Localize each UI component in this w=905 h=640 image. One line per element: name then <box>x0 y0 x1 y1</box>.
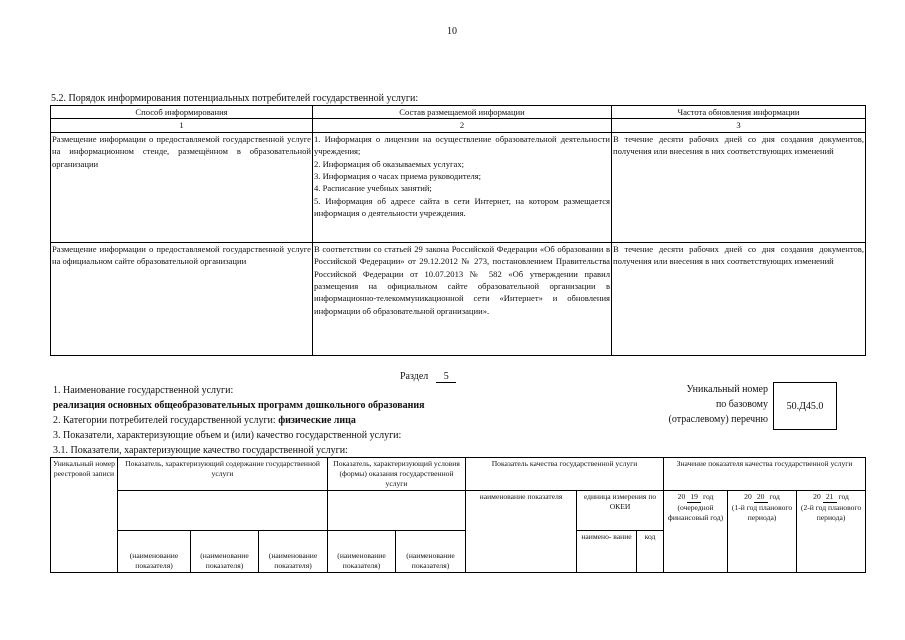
sub-indicator-name <box>259 531 328 573</box>
year-value: 21 <box>823 492 837 503</box>
sub-indicator-name <box>191 531 259 573</box>
unique-number-line1: Уникальный номер <box>686 384 768 395</box>
frequency-cell: В течение десяти рабочих дней со дня создания документов, получения или внесения в них соответствующих изменений <box>612 242 866 355</box>
method-cell: Размещение информации о предоставляемой государственной услуге на информационном стенде, размещённом в образовательной организации <box>51 132 313 242</box>
column-number: 2 <box>313 119 612 132</box>
frequency-cell: В течение десяти рабочих дней со дня создания документов, получения или внесения в них соответствующих изменений <box>612 132 866 242</box>
header-indicator-name: наименование показателя <box>466 491 577 573</box>
page-number: 10 <box>447 26 457 37</box>
year-suffix: год <box>769 492 780 501</box>
section-5-2-title: 5.2. Порядок информирования потенциальных потребителей государственной услуги: <box>51 93 419 104</box>
content-line: 2. Информация об оказываемых услугах; <box>314 158 465 169</box>
year-description: (1-й год планового периода) <box>731 503 793 522</box>
header-content-indicator: Показатель, характеризующий содержание государственной услуги <box>118 458 328 491</box>
header-unique-number: Уникальный номер реестровой записи <box>51 458 118 573</box>
header-unit-code: код <box>637 531 664 573</box>
content-line: 4. Расписание учебных занятий; <box>314 183 432 194</box>
consumer-category <box>53 415 356 426</box>
column-number: 1 <box>51 119 313 132</box>
sub-indicator-label: (наименование показателя) <box>406 551 455 570</box>
header-unit: единица измерения по ОКЕИ <box>577 491 664 531</box>
quality-label: 3.1. Показатели, характеризующие качество государственной услуги: <box>53 445 348 456</box>
content-line: 5. Информация об адресе сайта в сети Интернет, на котором размещается информация о деятельности учреждения. <box>314 195 610 219</box>
column-number: 3 <box>612 119 866 132</box>
service-name-label: 1. Наименование государственной услуги: <box>53 385 234 396</box>
year-prefix: 20 <box>813 492 821 501</box>
header-quality-value: Значение показателя качества государственной услуги <box>664 458 866 491</box>
sub-indicator-label: (наименование показателя) <box>268 551 318 570</box>
year-description: (очередной финансовый год) <box>667 503 724 522</box>
indicators-label: 3. Показатели, характеризующие объем и (или) качество государственной услуги: <box>53 430 402 441</box>
section-label: Раздел <box>400 371 429 382</box>
header-method: Способ информирования <box>51 106 313 119</box>
header-conditions-indicator: Показатель, характеризующий условия (формы) оказания государственной услуги <box>328 458 466 491</box>
content-line: 1. Информация о лицензии на осуществление образовательной деятельности учреждения; <box>314 133 610 157</box>
year-description: (2-й год планового периода) <box>800 503 862 522</box>
year-value: 19 <box>687 492 701 503</box>
conditions-blank <box>328 491 466 531</box>
sub-indicator-label: (наименование показателя) <box>200 551 249 570</box>
content-cell <box>313 132 612 242</box>
year-suffix: год <box>838 492 849 501</box>
category-label: 2. Категории потребителей государственной услуги: <box>53 415 276 426</box>
section-heading <box>400 371 456 383</box>
unique-number-line2: по базовому <box>715 399 768 410</box>
content-blank <box>118 491 328 531</box>
year-value: 20 <box>754 492 768 503</box>
content-line: 3. Информация о часах приема руководителя; <box>314 171 482 182</box>
year-prefix: 20 <box>744 492 752 501</box>
header-frequency: Частота обновления информации <box>612 106 866 119</box>
table-row <box>51 242 866 355</box>
method-cell: Размещение информации о предоставляемой государственной услуге на официальном сайте образовательной организации <box>51 242 313 355</box>
sub-indicator-label: (наименование показателя) <box>337 551 386 570</box>
sub-indicator-name <box>396 531 466 573</box>
content-cell: В соответствии со статьей 29 закона Российской Федерации «Об образовании в Российской Федерации» от 29.12.2012 № 273, постановлением Правительства Российской Федерации от 10.07.2013 № 582 «Об утверждении правил размещения на официальном сайте образовательной организации в информационно-телекоммуникационной сети «Интернет» и обновления информации об образовательной организации». <box>313 242 612 355</box>
sub-indicator-name <box>328 531 396 573</box>
header-quality-indicator: Показатель качества государственной услуги <box>466 458 664 491</box>
header-unit-name: наимено- вание <box>577 531 637 573</box>
year-suffix: год <box>703 492 714 501</box>
category-value: физические лица <box>278 415 356 426</box>
sub-indicator-name <box>118 531 191 573</box>
header-content: Состав размещаемой информации <box>313 106 612 119</box>
section-number: 5 <box>436 371 456 383</box>
year-column-plan2 <box>797 491 866 573</box>
unique-number-code: 50.Д45.0 <box>773 382 837 430</box>
table-row <box>51 132 866 242</box>
year-column-plan1 <box>728 491 797 573</box>
quality-table <box>50 457 866 573</box>
sub-indicator-label: (наименование показателя) <box>129 551 179 570</box>
unique-number-line3: (отраслевому) перечню <box>668 414 768 425</box>
year-column-current <box>664 491 728 573</box>
informing-table <box>50 105 866 356</box>
service-name-value: реализация основных общеобразовательных программ дошкольного образования <box>53 400 425 411</box>
year-prefix: 20 <box>677 492 686 501</box>
